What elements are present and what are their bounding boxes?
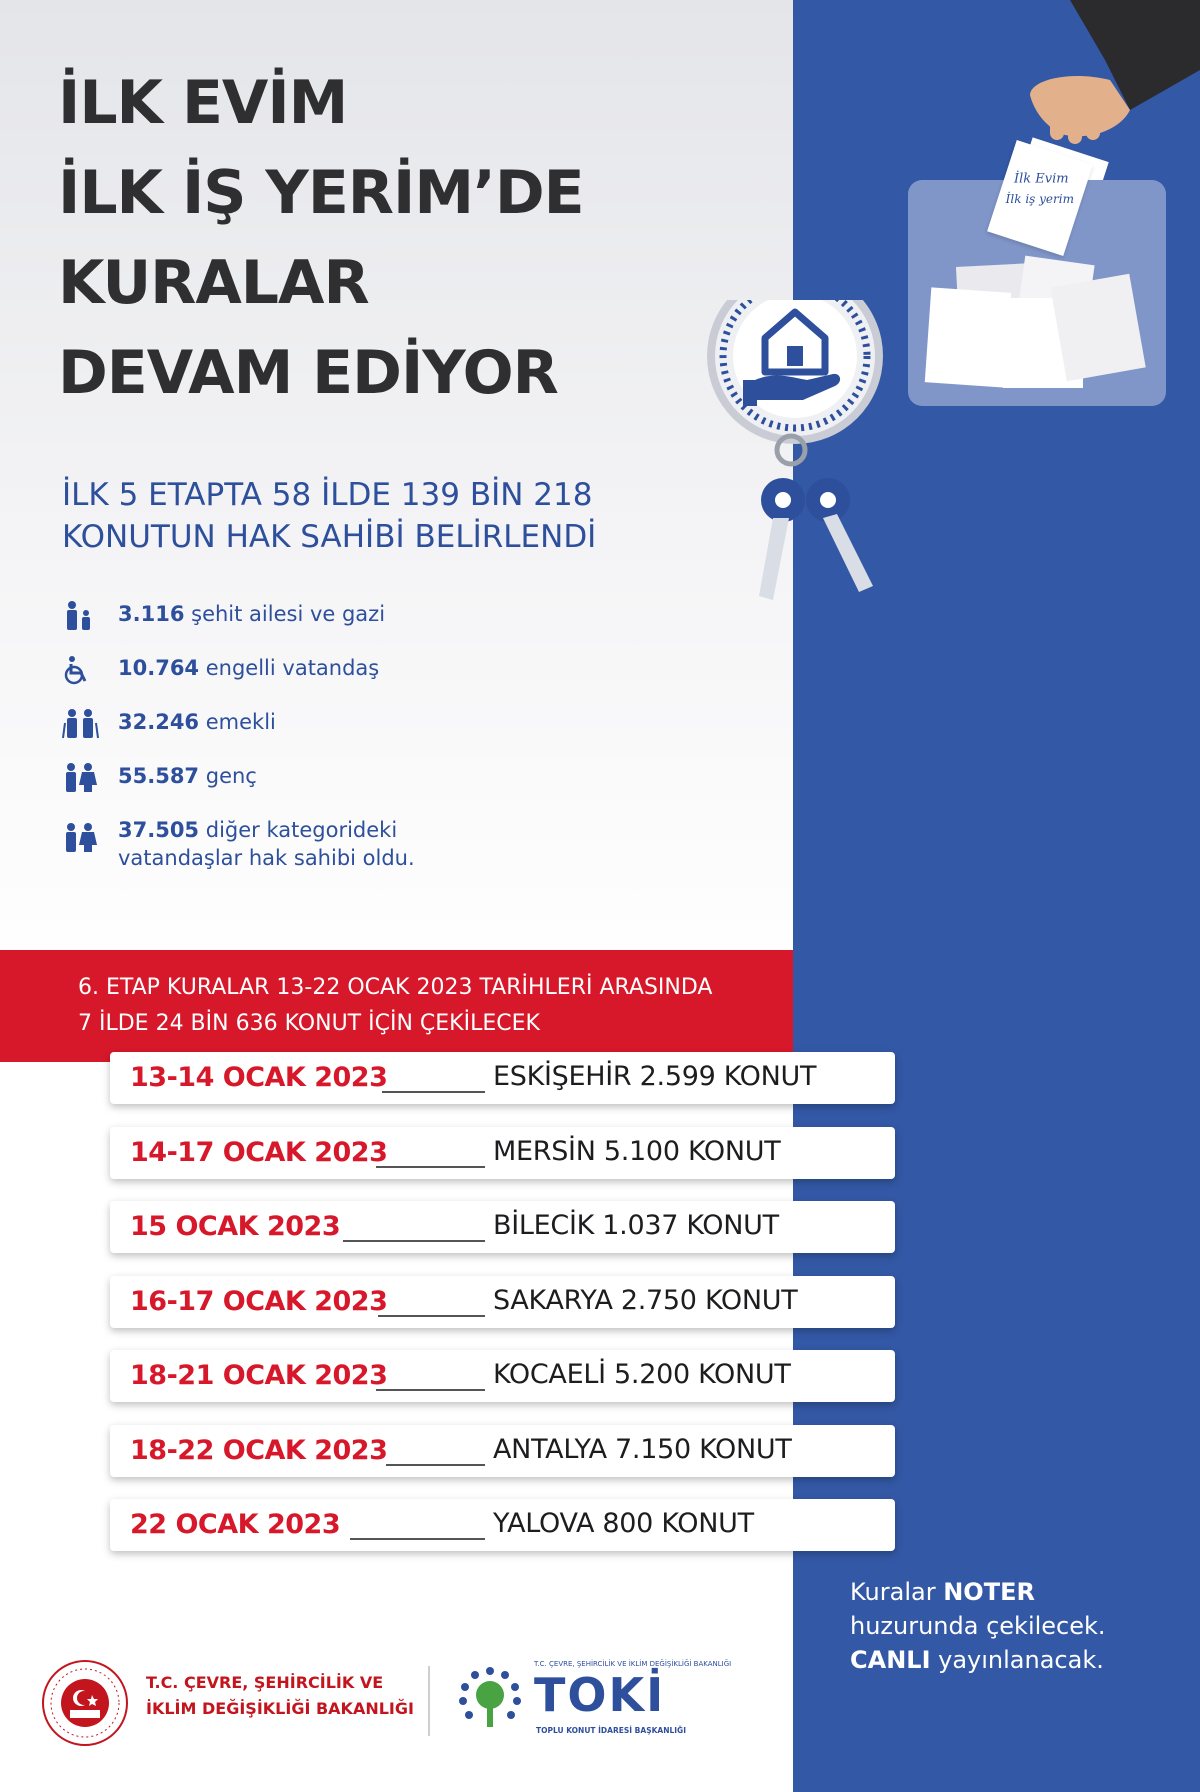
subtitle-line-1: İLK 5 ETAPTA 58 İLDE 139 BİN 218	[62, 477, 593, 513]
draw-note	[850, 1575, 1106, 1677]
title-line-1: İLK EVİM	[58, 68, 348, 138]
title-line-4: DEVAM EDİYOR	[58, 338, 558, 408]
phase-banner	[0, 950, 793, 1062]
stat-label: engelli vatandaş	[205, 656, 380, 680]
stat-item	[62, 816, 682, 872]
note-part-a: Kuralar	[850, 1578, 944, 1606]
schedule-place: KOCAELİ 5.200 KONUT	[493, 1359, 791, 1390]
row-divider	[382, 1091, 485, 1093]
banner-line-1: 6. ETAP KURALAR 13-22 OCAK 2023 TARİHLERİ ARASINDA	[78, 975, 713, 1000]
young-couple-icon	[62, 762, 106, 794]
row-divider	[386, 1464, 485, 1466]
schedule-place: SAKARYA 2.750 KONUT	[493, 1284, 798, 1316]
schedule-date: 18-22 OCAK 2023	[130, 1434, 388, 1466]
row-divider	[376, 1166, 485, 1168]
schedule-row	[110, 1499, 895, 1551]
stat-item	[62, 708, 682, 740]
schedule-date: 18-21 OCAK 2023	[130, 1360, 388, 1391]
schedule-date: 14-17 OCAK 2023	[130, 1136, 388, 1168]
footer-divider	[428, 1666, 430, 1736]
title-line-3: KURALAR	[58, 248, 369, 318]
stat-value: 32.246	[118, 710, 200, 734]
schedule-row	[110, 1127, 895, 1179]
note-part-d: CANLI	[850, 1646, 931, 1674]
ballot-card-line2: İlk iş yerim	[1005, 191, 1074, 206]
schedule-place: ANTALYA 7.150 KONUT	[493, 1433, 792, 1465]
wheelchair-icon	[62, 654, 106, 686]
schedule-list	[110, 1052, 895, 1574]
stat-value: 37.505	[118, 818, 200, 842]
toki-subtitle: TOPLU KONUT İDARESİ BAŞKANLIĞI	[536, 1726, 686, 1735]
schedule-row	[110, 1052, 895, 1104]
note-part-e: yayınlanacak.	[930, 1646, 1104, 1674]
ministry-seal-icon	[40, 1658, 130, 1748]
schedule-date: 22 OCAK 2023	[130, 1509, 341, 1540]
schedule-date: 16-17 OCAK 2023	[130, 1285, 388, 1317]
row-divider	[343, 1240, 485, 1242]
stat-label: emekli	[205, 710, 276, 734]
stat-label: şehit ailesi ve gazi	[191, 602, 386, 626]
toki-wordmark: TOKİ	[534, 1668, 666, 1722]
note-part-b: NOTER	[943, 1578, 1035, 1606]
schedule-place: YALOVA 800 KONUT	[493, 1508, 754, 1539]
title-line-2: İLK İŞ YERİM’DE	[58, 158, 584, 228]
stat-value: 55.587	[118, 764, 200, 788]
ballot-card-line1: İlk Evim	[1013, 171, 1069, 187]
note-part-c: huzurunda çekilecek.	[850, 1612, 1106, 1640]
schedule-place: MERSİN 5.100 KONUT	[493, 1135, 781, 1167]
ministry-name	[146, 1670, 414, 1722]
toki-tree-logo-icon	[455, 1663, 525, 1733]
banner-line-2: 7 İLDE 24 BİN 636 KONUT İÇİN ÇEKİLECEK	[78, 1011, 540, 1036]
stat-value: 10.764	[118, 656, 200, 680]
martyr-family-icon	[62, 600, 106, 632]
schedule-place: BİLECİK 1.037 KONUT	[493, 1210, 779, 1241]
toki-ministry-text: T.C. ÇEVRE, ŞEHİRCİLİK VE İKLİM DEĞİŞİKLİĞİ BAKANLIĞI	[534, 1660, 732, 1668]
stats-list	[62, 600, 682, 894]
schedule-row	[110, 1276, 895, 1328]
stat-label: genç	[205, 764, 257, 788]
row-divider	[378, 1315, 485, 1317]
schedule-row	[110, 1201, 895, 1253]
ministry-line-2: İKLİM DEĞİŞİKLİĞİ BAKANLIĞI	[146, 1699, 414, 1718]
stat-label-continued: vatandaşlar hak sahibi oldu.	[118, 846, 415, 870]
citizens-icon	[62, 816, 106, 848]
stat-item	[62, 654, 682, 686]
stat-item	[62, 762, 682, 794]
main-title	[58, 58, 738, 418]
row-divider	[376, 1389, 485, 1391]
stat-label: diğer kategorideki	[205, 818, 398, 842]
schedule-place: ESKİŞEHİR 2.599 KONUT	[493, 1061, 817, 1092]
schedule-date: 15 OCAK 2023	[130, 1211, 341, 1242]
elderly-couple-icon	[62, 708, 106, 740]
schedule-row	[110, 1425, 895, 1477]
subtitle-line-2: KONUTUN HAK SAHİBİ BELİRLENDİ	[62, 519, 597, 555]
subtitle	[62, 474, 742, 558]
schedule-date: 13-14 OCAK 2023	[130, 1062, 388, 1093]
ministry-line-1: T.C. ÇEVRE, ŞEHİRCİLİK VE	[146, 1673, 384, 1692]
schedule-row	[110, 1350, 895, 1402]
row-divider	[350, 1538, 485, 1540]
stat-item	[62, 600, 682, 632]
stat-value: 3.116	[118, 602, 185, 626]
